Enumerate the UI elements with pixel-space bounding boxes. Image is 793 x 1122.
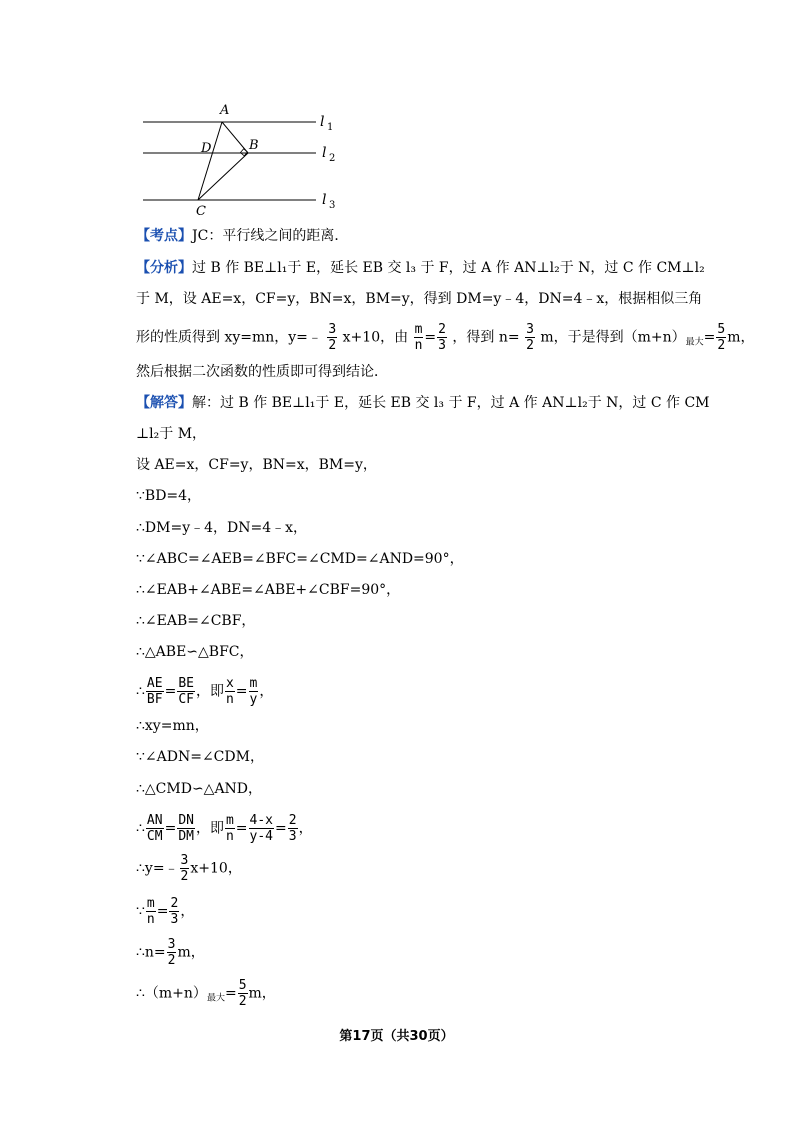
fenxi-line-3 — [136, 322, 755, 353]
fenxi-sub-max: 最大 — [685, 337, 704, 348]
label-b: B — [249, 138, 259, 153]
jieda-line-7: ∴∠EAB+∠ABE=∠ABE+∠CBF=90°， — [136, 582, 401, 598]
fraction-x-n: $\frac{x}{n}$ — [225, 676, 234, 707]
jieda-line-14: ∴ $\frac{AN}{CM}$ = $\frac{DN}{DM}$ ，即 $\frac{m}{n}$ = $\frac{4-x}{y-4}$ = $\frac{2}{3}$ ， — [136, 813, 313, 844]
label-l1-sub: 1 — [327, 122, 334, 133]
jieda-line-1 — [136, 393, 710, 413]
fraction-m-n-3: $\frac{m}{n}$ — [146, 896, 155, 927]
jieda-line-15: ∴y=﹣ $\frac{3}{2}$ x+10， — [136, 853, 242, 884]
segment-ab — [222, 122, 248, 153]
fenxi-text-3b: x+10，由 — [342, 329, 409, 346]
fraction-3-2-d: $\frac{3}{2}$ — [167, 937, 176, 968]
fraction-be-cf: $\frac{BE}{CF}$ — [178, 676, 194, 707]
jieda-line-9: ∴△ABE∽△BFC， — [136, 644, 254, 660]
kaodian-line — [136, 226, 348, 246]
fenxi-line-2: 于 M，设 AE=x，CF=y，BN=x，BM=y，得到 DM=y﹣4，DN=4﹣x，根据相似三角 — [136, 291, 703, 307]
label-a: A — [220, 103, 230, 118]
label-d: D — [201, 141, 212, 156]
jieda-line-5: ∴DM=y﹣4，DN=4﹣x， — [136, 520, 308, 536]
fraction-an-cm: $\frac{AN}{CM}$ — [146, 813, 163, 844]
fraction-3-2b: $\frac{3}{2}$ — [526, 322, 534, 353]
jieda-line-10: ∴ $\frac{AE}{BF}$ = $\frac{BE}{CF}$ ，即 $\frac{x}{n}$ = $\frac{m}{y}$ ， — [136, 676, 274, 707]
jieda-line-17: ∴n= $\frac{3}{2}$ m， — [136, 937, 205, 968]
jieda-line-8: ∴∠EAB=∠CBF， — [136, 613, 256, 629]
label-l1: l — [320, 114, 325, 130]
label-l2: l — [322, 145, 327, 161]
jieda-line-6: ∵∠ABC=∠AEB=∠BFC=∠CMD=∠AND=90°， — [136, 551, 464, 567]
fenxi-text-3c: ，得到 n= — [452, 329, 520, 346]
jieda-line-13: ∴△CMD∽△AND， — [136, 781, 263, 797]
fraction-2-3-b: $\frac{2}{3}$ — [288, 813, 297, 844]
jieda-line-12: ∵∠ADN=∠CDM， — [136, 749, 264, 765]
label-l2-sub: 2 — [329, 153, 336, 164]
label-c: C — [196, 204, 206, 219]
jieda-line-2: ⊥l₂于 M， — [136, 426, 207, 442]
label-l3-sub: 3 — [329, 200, 336, 211]
fraction-5-2-b: $\frac{5}{2}$ — [238, 978, 247, 1009]
kaodian-tag: 【考点】 — [136, 228, 192, 244]
fenxi-text-3d: m，于是得到（m+n） — [540, 329, 686, 346]
fraction-m-n-2: $\frac{m}{n}$ — [225, 813, 234, 844]
jieda-line-16: ∵ $\frac{m}{n}$ = $\frac{2}{3}$ ， — [136, 896, 195, 927]
jieda-line-18: $\therefore(m+n)_{最大}=$ $\frac{5}{2}$ m， — [136, 978, 276, 1009]
fraction-5-2: $\frac{5}{2}$ — [717, 322, 726, 353]
page-footer: 第17页（共30页） — [339, 1029, 454, 1044]
eq-sign: = — [424, 329, 437, 346]
jieda-text-1: 解：过 B 作 BE⊥l₁于 E，延长 EB 交 l₃ 于 F，过 A 作 AN⊥l₂于 N，过 C 作 CM — [192, 395, 710, 411]
fenxi-tag: 【分析】 — [136, 260, 192, 276]
fraction-2-3-c: $\frac{2}{3}$ — [170, 896, 179, 927]
fenxi-text-3a: 形的性质得到 xy=mn，y=﹣ — [136, 329, 322, 346]
jieda-line-3: 设 AE=x，CF=y，BN=x，BM=y， — [136, 457, 377, 473]
jieda-line-11: ∴xy=mn， — [136, 718, 209, 734]
parallel-lines-diagram — [138, 98, 348, 220]
fraction-3-2: $\frac{3}{2}$ — [328, 322, 337, 353]
fenxi-eq: = — [703, 329, 716, 346]
fenxi-line-1 — [136, 258, 705, 278]
fraction-3-2-c: $\frac{3}{2}$ — [180, 853, 189, 884]
fraction-2-3: $\frac{2}{3}$ — [438, 322, 446, 353]
fraction-m-y: $\frac{m}{y}$ — [249, 676, 258, 707]
fraction-4x-y4: $\frac{4-x}{y-4}$ — [249, 813, 274, 844]
fenxi-line-4: 然后根据二次函数的性质即可得到结论． — [136, 364, 388, 380]
kaodian-text: JC：平行线之间的距离． — [192, 228, 349, 244]
fraction-ae-bf: $\frac{AE}{BF}$ — [146, 676, 163, 707]
fenxi-text-3g: m， — [727, 329, 755, 346]
fraction-m-n: $\frac{m}{n}$ — [414, 322, 423, 353]
geometry-figure — [138, 98, 348, 220]
jieda-line-4: ∵BD=4， — [136, 488, 202, 504]
jieda-tag: 【解答】 — [136, 395, 192, 411]
fenxi-text-1: 过 B 作 BE⊥l₁于 E，延长 EB 交 l₃ 于 F，过 A 作 AN⊥l₂于 N，过 C 作 CM⊥l₂ — [192, 260, 705, 276]
fraction-dn-dm: $\frac{DN}{DM}$ — [178, 813, 194, 844]
label-l3: l — [322, 192, 327, 208]
